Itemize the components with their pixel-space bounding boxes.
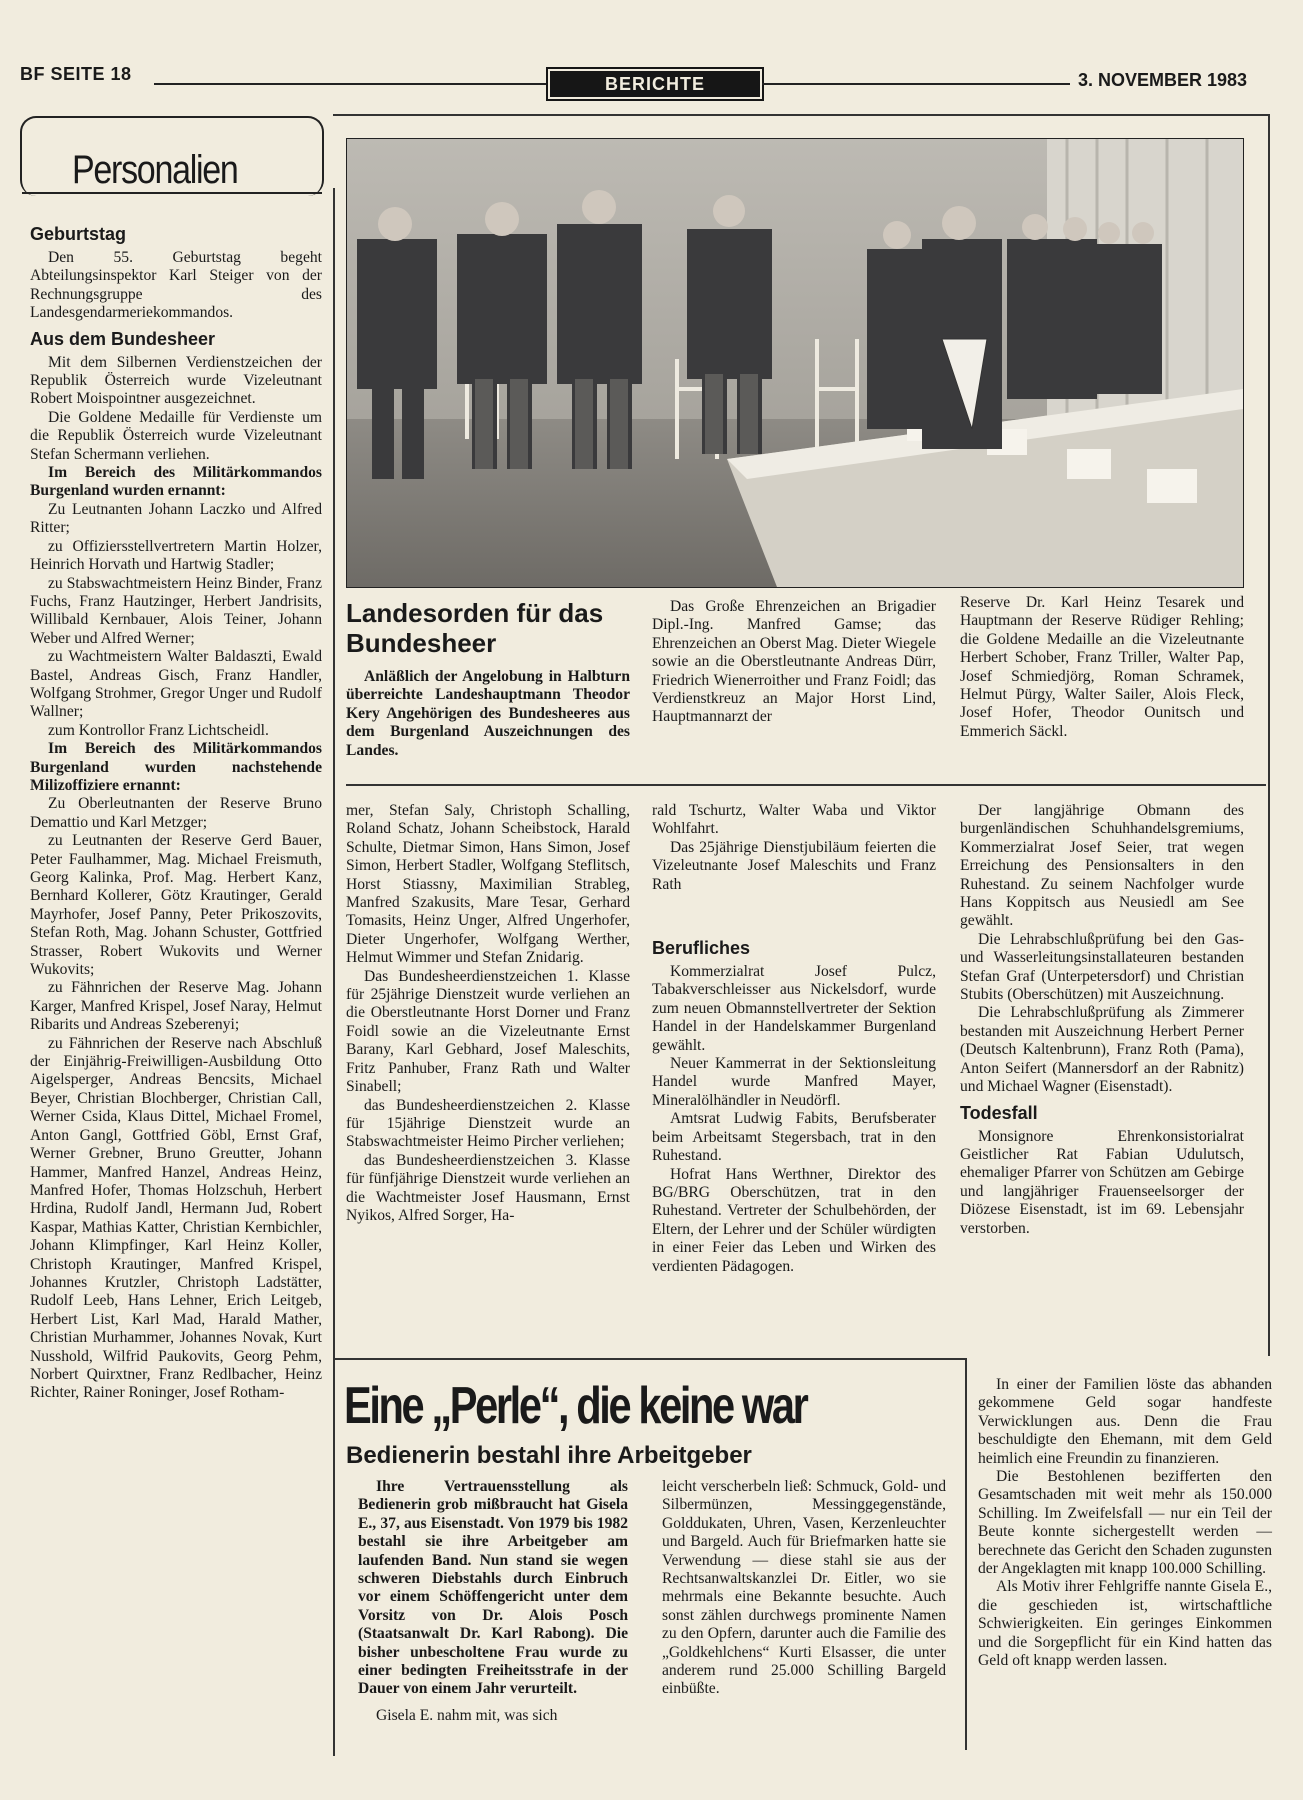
para: Hofrat Hans Werthner, Direktor des BG/BRG Oberschützen, trat in den Ruhestand. Vertreter der Schulbehörden, der Eltern, der Lehrer und der Schüler würdigten in einer Feier das Leben und Wirken des verdienten Pädagogen. — [652, 1165, 936, 1275]
page-date: 3. NOVEMBER 1983 — [1078, 70, 1248, 90]
personalien-title: Personalien — [72, 148, 238, 192]
para: Zu Leutnanten Johann Laczko und Alfred Ritter; — [30, 500, 322, 537]
text-geburtstag: Den 55. Geburtstag begeht Abteilungsinspektor Karl Steiger von der Rechnungsgruppe des Landesgendarmeriekommandos. — [30, 249, 322, 322]
ceremony-photo — [346, 138, 1244, 588]
landesorden-headline: Landesorden für das Bundesheer — [346, 598, 604, 658]
para: Das Bundesheerdienstzeichen 1. Klasse für 25jährige Dienstzeit wurde verliehen an die Oberstleutnante Horst Dorner und Franz Foidl sowie an die Vizeleutnante Ernst Barany, Karl Gebhard, Josef Maleschits, Fritz Panhuber, Franz Rath und Walter Sinabell; — [346, 967, 630, 1096]
landesorden-text-3: Reserve Dr. Karl Heinz Tesarek und Hauptmann der Reserve Rüdiger Rehling; die Goldene Medaille an die Vizeleutnante Herbert Schober, Franz Triller, Walter Pap, Josef Schmiedjörg, Roman Schramek, Helmut Pürgy, Walter Sailer, Alois Fleck, Josef Hofer, Theodor Ounitsch und Emmerich Säckl. — [960, 594, 1244, 740]
heading-todesfall: Todesfall — [960, 1102, 1038, 1123]
para: In einer der Familien löste das abhanden gekommene Geld sogar handfeste Verwicklungen aus. Denn die Frau beschuldigte den Ehemann, mit dem Geld heimlich eine Freundin zu finanzieren. — [978, 1376, 1272, 1467]
para: Amtsrat Ludwig Fabits, Berufsberater beim Arbeitsamt Stegersbach, trat in den Ruhestand. — [652, 1110, 936, 1165]
para: Das 25jährige Dienstjubiläum feierten die Vizeleutnante Josef Maleschits und Franz Rath — [652, 838, 936, 893]
perle-col2 — [662, 1478, 946, 1699]
section-label: BERICHTE — [546, 67, 764, 101]
landesorden-lead-text: Anläßlich der Angelobung in Halbturn überreichte Landeshauptmann Theodor Kery Angehörigen des Bundesheeres aus dem Burgenland Auszeichnungen des Landes. — [346, 668, 630, 759]
para: Der langjährige Obmann des burgenländischen Schuhhandelsgremiums, Kommerzialrat Josef Seier, trat wegen Erreichung des Pensionsalters in den Ruhestand. Zu seinem Nachfolger wurde Hans Koppitsch aus Neusiedl am See gewählt. — [960, 802, 1244, 930]
para: das Bundesheerdienstzeichen 2. Klasse für 15jährige Dienstzeit wurde an Stabswachtmeister Heimo Pircher verliehen; — [346, 1096, 630, 1151]
para: zu Fähnrichen der Reserve Mag. Johann Karger, Manfred Krispel, Josef Naray, Helmut Ribarits und Andreas Szeberenyi; — [30, 979, 322, 1034]
para: Als Motiv ihrer Fehlgriffe nannte Gisela E., die geschieden ist, wirtschaftliche Schwierigkeiten. Ein geringes Einkommen und die Sorgepflicht für ein Kind hatten das Geld oft knapp werden lassen. — [978, 1578, 1272, 1670]
header-rule-left — [154, 83, 546, 85]
perle-subhead: Bedienerin bestahl ihre Arbeitgeber — [346, 1442, 752, 1469]
para: rald Tschurtz, Walter Waba und Viktor Wohlfahrt. — [652, 802, 936, 838]
landesorden-col2 — [652, 598, 936, 727]
para: zu Wachtmeistern Walter Baldaszti, Ewald Bastel, Andreas Gisch, Franz Handler, Wolfgang Strohmer, Gregor Unger und Rudolf Wallner; — [30, 648, 322, 721]
para: Die Goldene Medaille für Verdienste um die Republik Österreich wurde Vizeleutnant Stefan Schermann verliehen. — [30, 408, 322, 463]
para: Im Bereich des Militärkommandos Burgenland wurden ernannt: — [30, 464, 322, 500]
para: Die Lehrabschlußprüfung bei den Gas- und Wasserleitungsinstallateuren bestanden Stefan Graf (Unterpetersdorf) und Christian Stubits (Oberschützen) mit Auszeichnung. — [960, 930, 1244, 1004]
mid-col2 — [652, 802, 936, 1276]
landesorden-text-2: Das Große Ehrenzeichen an Brigadier Dipl.-Ing. Manfred Gamse; das Ehrenzeichen an Oberst Mag. Dieter Wiegele sowie an die Oberstleutnante Andreas Dürr, Friedrich Wienerroither und Franz Foidl; das Verdienstkreuz an Major Horst Lind, Hauptmannarzt der — [652, 598, 936, 726]
perle-col1 — [358, 1478, 628, 1725]
para: Zu Oberleutnanten der Reserve Bruno Demattio und Karl Metzger; — [30, 795, 322, 831]
para: Im Bereich des Militärkommandos Burgenland wurden nachstehende Milizoffiziere ernannt: — [30, 740, 322, 794]
heading-geburtstag: Geburtstag — [30, 224, 127, 244]
header-rule-right — [762, 83, 1070, 85]
para: Die Bestohlenen bezifferten den Gesamtschaden mit weit mehr als 150.000 Schilling. Im Zweifelsfall — nur ein Teil der Beute konnte sichergestellt werden — berechnete das Gericht den Schaden zugunsten der Angeklagten mit knapp 100.000 Schilling. — [978, 1468, 1272, 1578]
para: Kommerzialrat Josef Pulcz, Tabakverschleisser aus Nickelsdorf, wurde zum neuen Obmannstellvertreter der Sektion Handel in der Handelskammer Burgenland gewählt. — [652, 963, 936, 1054]
para: zu Offiziersstellvertretern Martin Holzer, Heinrich Horvath und Hartwig Stadler; — [30, 537, 322, 574]
perle-col3 — [978, 1376, 1272, 1671]
para: zum Kontrollor Franz Lichtscheidl. — [48, 721, 269, 739]
para: Gisela E. nahm mit, was sich — [376, 1706, 558, 1724]
landesorden-col3 — [960, 594, 1244, 741]
para: das Bundesheerdienstzeichen 3. Klasse für fünfjährige Dienstzeit wurde verliehen an die Wachtmeister Josef Hausmann, Ernst Nyikos, Alfred Sorger, Ha- — [346, 1151, 630, 1224]
landesorden-rule — [346, 784, 1266, 786]
para: Monsignore Ehrenkonsistorialrat Geistlicher Rat Fabian Udulutsch, ehemaliger Pfarrer von Schützen am Gebirge und langjähriger Frauenseelsorger der Diözese Eisenstadt, ist im 69. Lebensjahr verstorben. — [960, 1127, 1244, 1237]
perle-lead: Ihre Vertrauensstellung als Bedienerin grob mißbraucht hat Gisela E., 37, aus Eisenstadt. Von 1979 bis 1982 bestahl sie ihre Arbeitgeber am laufenden Band. Nun stand sie wegen schweren Diebstahls durch Einbruch vor einem Schöffengericht unter dem Vorsitz von Dr. Alois Posch (Staatsanwalt Dr. Karl Rabong). Die bisher unbescholtene Frau wurde zu einer bedingten Freiheitsstrafe in der Dauer von einem Jahr verurteilt. — [358, 1478, 628, 1698]
heading-bundesheer: Aus dem Bundesheer — [30, 328, 216, 349]
mid-col1 — [346, 802, 630, 1225]
page-header-left: BF SEITE 18 — [20, 64, 132, 84]
heading-berufliches: Berufliches — [652, 938, 751, 959]
landesorden-lead — [346, 668, 630, 760]
perle-headline: Eine „Perle“, die keine war — [344, 1377, 807, 1435]
para: Die Lehrabschlußprüfung als Zimmerer bestanden mit Auszeichnung Herbert Perner (Deutsch Kaltenbrunn), Franz Roth (Pama), Anton Seifert (Mannersdorf an der Rabnitz) und Michael Wagner (Eisenstadt). — [960, 1004, 1244, 1096]
para: leicht verscherbeln ließ: Schmuck, Gold- und Silbermünzen, Messinggegenstände, Golddukaten, Uhren, Vasen, Kerzenleuchter und Bargeld. Auch für Briefmarken hatte sie Verwendung — diese stahl sie aus der Rechtsanwaltskanzlei Dr. Eitler, wo sie mehrmals eine Bekannte besuchte. Auch sonst zählen durchwegs prominente Namen zu den Opfern, darunter auch die Familie des „Goldkehlchens“ Kurti Elsasser, die unter anderem rund 25.000 Schilling Bargeld einbüßte. — [662, 1478, 946, 1698]
para: Neuer Kammerrat in der Sektionsleitung Handel wurde Manfred Mayer, Mineralölhändler in Neudörfl. — [652, 1055, 936, 1109]
para: zu Stabswachtmeistern Heinz Binder, Franz Fuchs, Franz Hautzinger, Herbert Jandrisits, Willibald Kernbauer, Alois Teiner, Johann Weber und Alfred Werner; — [30, 574, 322, 647]
para: zu Fähnrichen der Reserve nach Abschluß der Einjährig-Freiwilligen-Ausbildung Otto Aigelsperger, Andreas Bencsits, Michael Beyer, Christian Blochberger, Christian Call, Werner Csida, Klaus Dittel, Michael Fromel, Anton Gangl, Gottfried Göbl, Ernst Graf, Werner Grebner, Bruno Greutter, Johann Hammer, Manfred Hanzel, Andreas Heinz, Manfred Hofer, Thomas Holzschuh, Herbert Hrdina, Rudolf Jandl, Hermann Jud, Robert Kaspar, Mathias Katter, Christian Kernbichler, Johann Klimpfinger, Karl Heinz Koller, Christoph Krautinger, Manfred Krispel, Johannes Krutzler, Christoph Ladstätter, Rudolf Leeb, Hans Lehner, Erich Leitgeb, Herbert List, Karl Mad, Harald Mather, Christian Murhammer, Johannes Novak, Kurt Nusshold, Wilfrid Paukovits, Georg Pehm, Norbert Quirxtner, Franz Redlbacher, Heinz Richter, Rainer Roninger, Josef Rotham- — [30, 1034, 322, 1402]
ceremony-photo-drawing — [347, 139, 1243, 587]
para: Mit dem Silbernen Verdienstzeichen der Republik Österreich wurde Vizeleutnant Robert Moispointner ausgezeichnet. — [30, 353, 322, 408]
para: zu Leutnanten der Reserve Gerd Bauer, Peter Faulhammer, Mag. Michael Freismuth, Georg Kalinka, Prof. Mag. Herbert Kanz, Bernhard Kollerer, Götz Krautinger, Gerald Mayrhofer, Josef Panny, Peter Prikoszovits, Stefan Roth, Mag. Johann Schuster, Gottfried Strasser, Robert Wukovits und Werner Wukovits; — [30, 832, 322, 979]
para: mer, Stefan Saly, Christoph Schalling, Roland Schatz, Johann Scheibstock, Harald Schulte, Dietmar Simon, Hans Simon, Josef Simon, Herbert Stadler, Wolfgang Steflitsch, Horst Stiassny, Maximilian Strableg, Manfred Szakusits, Mare Tesar, Gerhard Tomasits, Heinz Unger, Alfred Ungerhofer, Dieter Ungerhofer, Wolfgang Werther, Helmut Wimmer und Stefan Znidarig. — [346, 802, 630, 967]
mid-col3 — [960, 802, 1244, 1238]
personalien-column — [30, 218, 322, 1403]
